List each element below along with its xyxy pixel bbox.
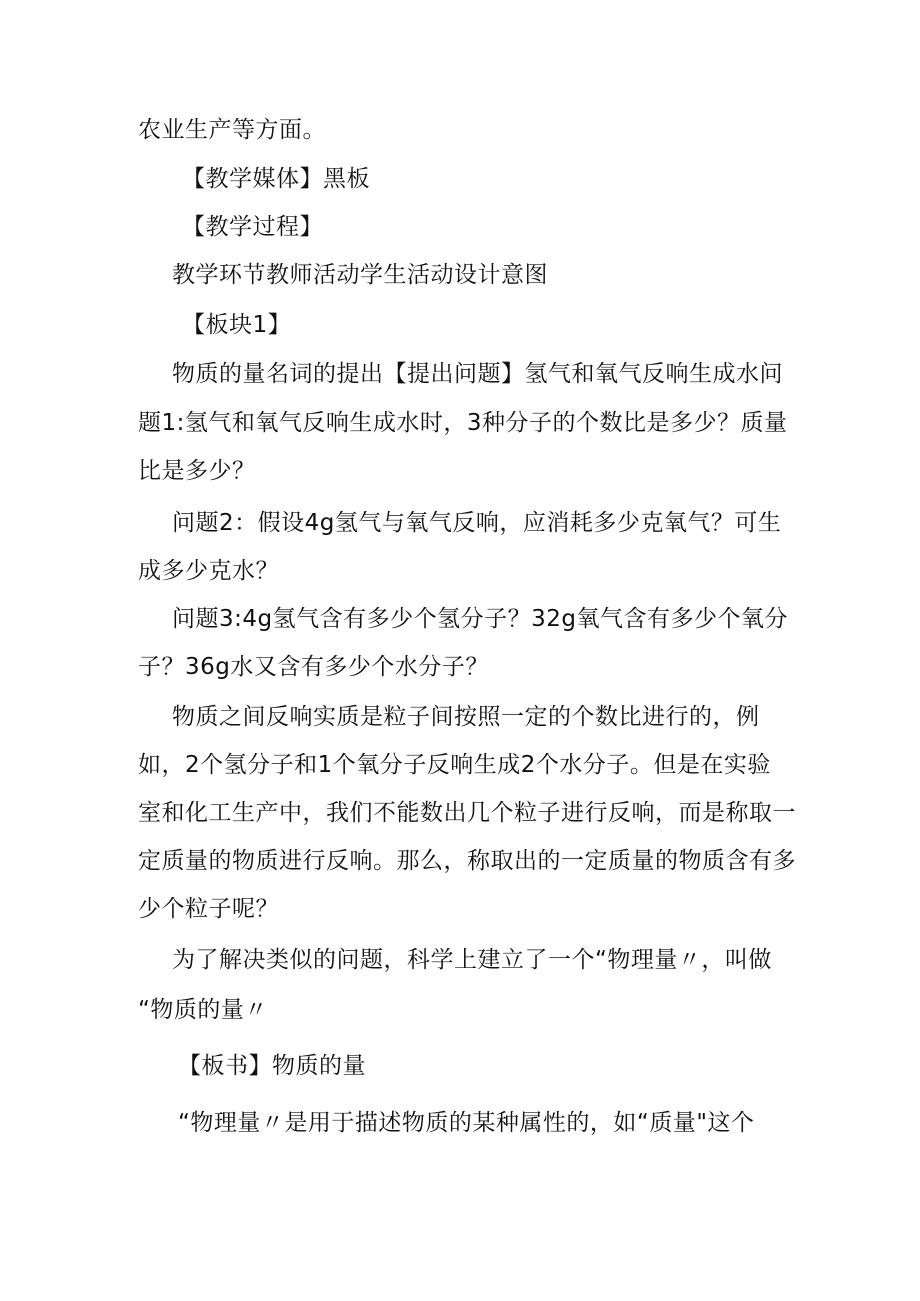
text-line: 成多少克水？ — [138, 558, 279, 584]
text-line: 教学环节教师活动学生活动设计意图 — [172, 262, 548, 288]
text-line: 题1:氢气和氧气反响生成水时，3种分子的个数比是多少？质量 — [138, 410, 788, 436]
text-line: 【板块1】 — [182, 312, 292, 338]
text-line: 室和化工生产中，我们不能数出几个粒子进行反响，而是称取一 — [138, 800, 796, 826]
text-line: 问题3:4g氢气含有多少个氢分子？32g氧气含有多少个氧分 — [172, 606, 788, 632]
text-line: 为了解决类似的问题，科学上建立了一个“物理量〃，叫做 — [172, 947, 772, 973]
text-line: 子？36g水又含有多少个水分子？ — [138, 654, 489, 680]
text-line: 物质之间反响实质是粒子间按照一定的个数比进行的，例 — [172, 704, 760, 730]
text-line: 少个粒子呢？ — [138, 896, 279, 922]
text-line: 物质的量名词的提出【提出问题】氢气和氧气反响生成水问 — [172, 361, 783, 387]
text-line: 【板书】物质的量 — [178, 1053, 366, 1079]
text-line: “物质的量〃 — [138, 997, 268, 1023]
text-line: 如，2个氢分子和1个氧分子反响生成2个水分子。但是在实验 — [138, 752, 771, 778]
text-line: “物理量〃是用于描述物质的某种属性的，如“质量"这个 — [178, 1110, 755, 1136]
text-line: 比是多少？ — [138, 458, 256, 484]
text-line: 【教学媒体】黑板 — [182, 166, 370, 192]
text-line: 问题2：假设4g氢气与氧气反响，应消耗多少克氧气？可生 — [172, 510, 782, 536]
text-line: 农业生产等方面。 — [138, 117, 326, 143]
text-line: 【教学过程】 — [182, 214, 323, 240]
text-line: 定质量的物质进行反响。那么，称取出的一定质量的物质含有多 — [138, 848, 796, 874]
